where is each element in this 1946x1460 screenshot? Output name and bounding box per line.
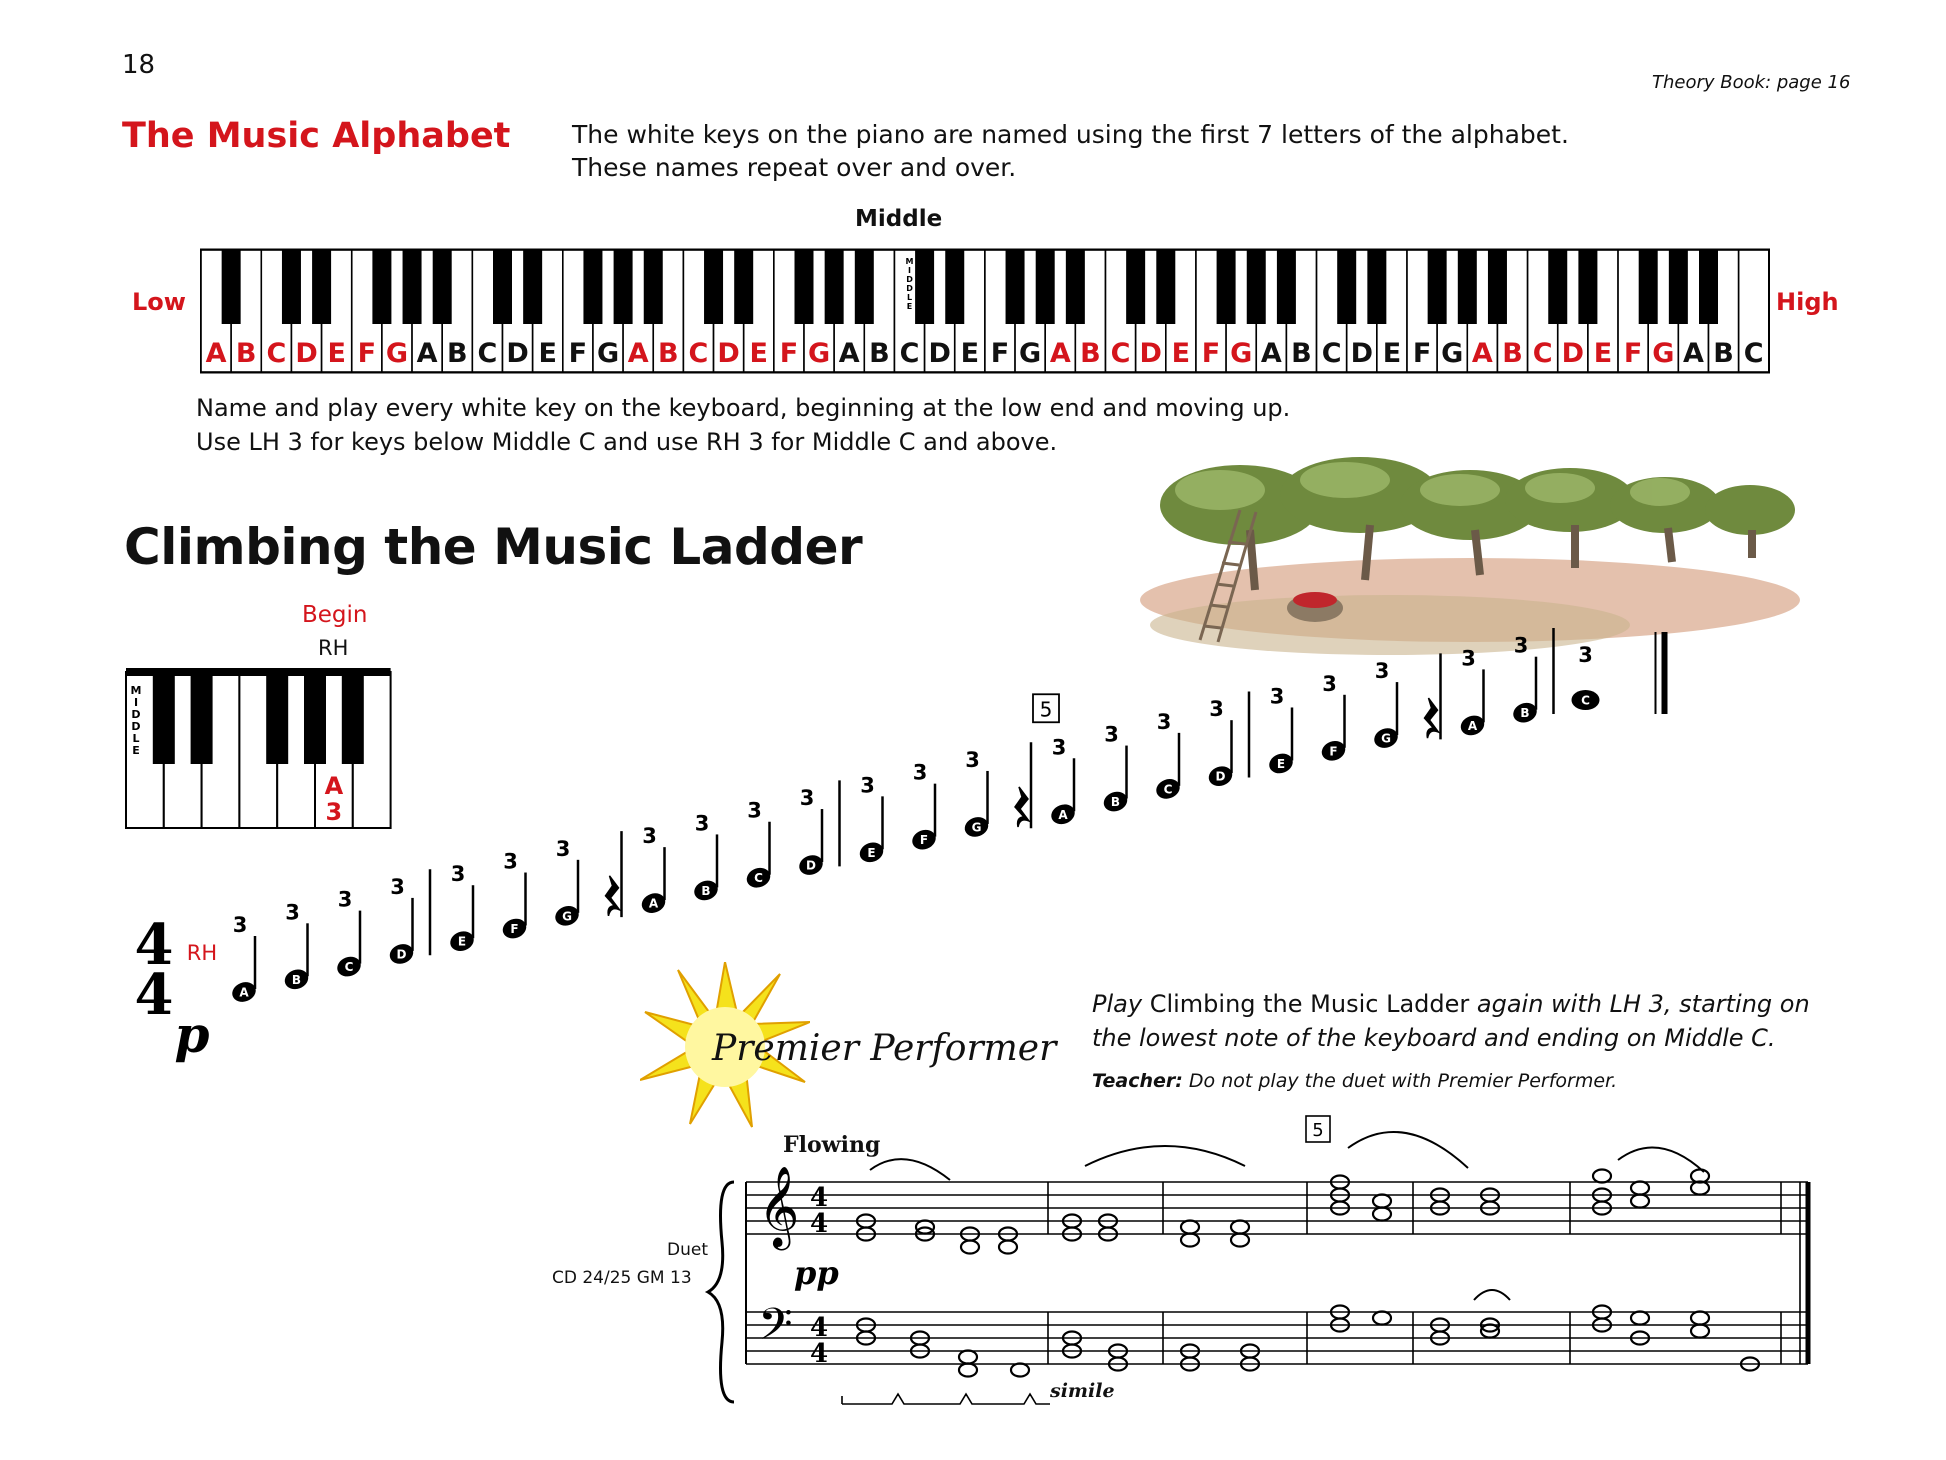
duet-note-head: [961, 1241, 979, 1254]
finger-number: 3: [1513, 633, 1529, 658]
begin-label: Begin: [302, 602, 368, 628]
note-letter: C: [754, 871, 763, 886]
note-letter: B: [1110, 795, 1121, 810]
mini-middle-letter: M: [130, 684, 142, 697]
note-letter: F: [1329, 744, 1338, 759]
keyboard-middle-label: Middle: [855, 206, 943, 232]
duet-note-head: [1231, 1221, 1249, 1234]
key-letter: G: [1019, 338, 1042, 369]
middle-key-letter: D: [906, 284, 913, 293]
duet-note-head: [1373, 1312, 1391, 1325]
middle-key-letter: M: [905, 257, 914, 266]
duet-note-head: [1181, 1221, 1199, 1234]
note-letter: E: [867, 845, 876, 860]
duet-note-head: [1631, 1182, 1649, 1195]
finger-number: 3: [642, 824, 657, 849]
simile-marking: simile: [1050, 1380, 1115, 1402]
key-letter: E: [749, 338, 769, 369]
note-letter: B: [1520, 706, 1530, 721]
key-letter: A: [838, 338, 860, 369]
premier-performer-badge: Premier Performer: [712, 1028, 1057, 1069]
key-letter: C: [1532, 338, 1553, 369]
key-letter: B: [658, 338, 679, 369]
note-letter: D: [1215, 769, 1226, 784]
finger-number: 3: [1374, 659, 1390, 684]
pp-instr-1-a: Play: [1092, 990, 1150, 1018]
finger-number: 3: [337, 887, 353, 912]
finger-number: 3: [503, 849, 518, 874]
duet-note-head: [1231, 1234, 1249, 1247]
slur: [1348, 1132, 1468, 1168]
pp-instr-1-c: again with LH 3, starting on: [1469, 990, 1810, 1018]
alphabet-intro-line-1: The white keys on the piano are named using the first 7 letters of the alphabet.: [572, 120, 1569, 149]
theory-book-reference: Theory Book: page 16: [1652, 72, 1851, 93]
note-letter: C: [344, 960, 354, 975]
key-letter: E: [1593, 338, 1613, 369]
key-letter: C: [477, 338, 498, 369]
note-letter: B: [701, 883, 711, 898]
finger-number: 3: [747, 798, 762, 823]
finger-number: 3: [450, 862, 466, 887]
key-letter: D: [506, 338, 529, 369]
note-letter: A: [648, 896, 659, 911]
measure-number: 5: [1039, 697, 1053, 722]
finger-number: 3: [965, 747, 980, 772]
note-letter: G: [971, 820, 982, 835]
duet-dynamic: pp: [794, 1254, 839, 1292]
key-letter: G: [1230, 338, 1253, 369]
key-letter: D: [295, 338, 318, 369]
treble-clef-icon: 𝄞: [758, 1165, 800, 1247]
mini-middle-letter: D: [131, 720, 141, 733]
duet-note-head: [999, 1241, 1017, 1254]
duet-note-head: [1181, 1234, 1199, 1247]
key-letter: F: [568, 338, 588, 369]
slur: [1085, 1146, 1245, 1166]
finger-number: 3: [799, 786, 815, 811]
middle-key-letter: D: [906, 275, 913, 284]
finger-number: 3: [1578, 643, 1593, 667]
middle-key-letter: L: [906, 293, 913, 302]
pp-instr-1-title: Climbing the Music Ladder: [1149, 990, 1470, 1018]
finger-number: 3: [555, 836, 571, 861]
keyboard-instruction-line-1: Name and play every white key on the keyboard, beginning at the low end and moving up.: [196, 394, 1291, 422]
teacher-text: Do not play the duet with Premier Performer.: [1182, 1070, 1618, 1092]
finger-number: 3: [1104, 722, 1119, 747]
key-letter: C: [688, 338, 709, 369]
key-letter: G: [1652, 338, 1675, 369]
key-letter: E: [1171, 338, 1191, 369]
key-letter: E: [327, 338, 346, 369]
duet-note-head: [959, 1351, 977, 1364]
key-letter: C: [899, 338, 920, 369]
duet-note-head: [959, 1364, 977, 1377]
finger-number: 3: [860, 773, 875, 798]
duet-note-head: [1631, 1312, 1649, 1325]
premier-performer-instruction-2: the lowest note of the keyboard and ending on Middle C.: [1092, 1024, 1776, 1052]
key-letter: F: [779, 338, 799, 369]
duet-label: Duet: [667, 1240, 708, 1260]
grand-staff-brace: [708, 1182, 734, 1402]
key-letter: B: [1291, 338, 1312, 369]
dynamic-marking: p: [174, 1005, 210, 1064]
key-letter: G: [596, 338, 620, 369]
key-letter: G: [1441, 338, 1464, 369]
key-letter: D: [928, 338, 951, 369]
key-letter: C: [1743, 338, 1764, 369]
finger-number: 3: [1461, 646, 1476, 671]
key-letter: F: [1201, 338, 1221, 369]
key-letter: F: [1412, 338, 1432, 369]
key-letter: A: [627, 338, 649, 369]
note-letter: A: [239, 985, 249, 1000]
finger-number: 3: [1051, 735, 1067, 760]
key-letter: A: [1682, 338, 1704, 369]
key-letter: B: [1080, 338, 1101, 369]
finger-number: 3: [1209, 697, 1224, 722]
slur: [870, 1159, 950, 1180]
keyboard-low-label: Low: [132, 288, 186, 316]
duet-note-head: [1631, 1195, 1649, 1208]
keyboard-high-label: High: [1776, 288, 1839, 316]
note-letter: A: [1058, 807, 1068, 822]
key-letter: C: [1321, 338, 1342, 369]
finger-number: 3: [390, 874, 405, 899]
duet-measure-number: 5: [1312, 1120, 1324, 1141]
pedal-bracket: [842, 1394, 1050, 1404]
key-letter: G: [807, 338, 831, 369]
middle-key-letter: E: [906, 302, 913, 311]
key-letter: B: [235, 338, 257, 369]
bass-clef-icon: 𝄢: [758, 1298, 793, 1361]
slur: [1618, 1148, 1704, 1173]
finger-number: 3: [232, 913, 248, 937]
note-letter: F: [510, 922, 519, 937]
key-letter: D: [1561, 338, 1585, 369]
key-letter: F: [1623, 338, 1643, 369]
ladder-title: Climbing the Music Ladder: [124, 518, 863, 576]
key-letter: D: [717, 338, 740, 369]
duet-note-head: [1373, 1195, 1391, 1208]
tempo-marking: Flowing: [783, 1132, 881, 1158]
key-letter: A: [416, 338, 438, 369]
duet-time-top-bass: 4: [810, 1313, 829, 1343]
finger-number: 3: [1269, 684, 1285, 709]
note-letter: B: [291, 972, 302, 987]
teacher-label: Teacher:: [1092, 1070, 1183, 1092]
duet-note-head: [1011, 1364, 1029, 1377]
cd-track-label: CD 24/25 GM 13: [552, 1268, 692, 1288]
key-letter: C: [266, 338, 287, 369]
duet-note-head: [1593, 1170, 1611, 1183]
note-letter: C: [1581, 693, 1590, 708]
finger-number: 3: [912, 760, 928, 785]
note-letter: E: [457, 934, 467, 949]
key-letter: A: [1471, 338, 1493, 369]
note-letter: F: [919, 833, 929, 848]
mini-middle-letter: L: [132, 732, 140, 745]
duet-note-head: [1691, 1312, 1709, 1325]
note-letter: G: [562, 909, 572, 924]
key-letter: A: [205, 338, 227, 369]
key-letter: B: [869, 338, 890, 369]
middle-key-letter: I: [908, 266, 912, 275]
duet-note-head: [1691, 1325, 1709, 1338]
duet-time-bottom-bass: 4: [810, 1339, 829, 1369]
key-letter: E: [960, 338, 980, 369]
key-letter: A: [1260, 338, 1282, 369]
page-number: 18: [122, 50, 156, 80]
time-signature-bottom: 4: [134, 962, 174, 1028]
begin-finger-number: 3: [325, 798, 343, 826]
key-letter: B: [446, 338, 468, 369]
rh-label: RH: [186, 941, 218, 965]
key-letter: D: [1350, 338, 1373, 369]
note-letter: E: [1276, 756, 1286, 771]
key-letter: E: [538, 338, 557, 369]
key-letter: G: [385, 338, 409, 369]
finger-number: 3: [694, 811, 710, 836]
begin-key-letter: A: [324, 772, 344, 800]
slur: [1474, 1290, 1510, 1300]
key-letter: A: [1049, 338, 1071, 369]
music-alphabet-heading: The Music Alphabet: [122, 116, 511, 156]
finger-number: 3: [285, 900, 300, 925]
key-letter: F: [357, 338, 377, 369]
alphabet-intro-line-2: These names repeat over and over.: [572, 153, 1017, 182]
note-letter: D: [806, 858, 816, 873]
finger-number: 3: [1322, 671, 1337, 696]
key-letter: C: [1110, 338, 1131, 369]
duet-time-bottom: 4: [810, 1209, 829, 1239]
key-letter: D: [1139, 338, 1162, 369]
mini-middle-letter: D: [131, 708, 141, 721]
duet-note-head: [1373, 1208, 1391, 1221]
note-letter: C: [1163, 782, 1173, 797]
keyboard-instruction-line-2: Use LH 3 for keys below Middle C and use RH 3 for Middle C and above.: [196, 428, 1058, 456]
key-letter: B: [1713, 338, 1734, 369]
finger-number: 3: [1156, 709, 1172, 734]
time-signature-top: 4: [134, 912, 174, 978]
key-letter: E: [1382, 338, 1402, 369]
duet-time-top: 4: [810, 1183, 829, 1213]
mini-middle-letter: I: [133, 696, 139, 709]
begin-hand-label: RH: [318, 636, 349, 660]
mini-middle-letter: E: [132, 744, 140, 757]
key-letter: B: [1502, 338, 1523, 369]
key-letter: F: [990, 338, 1010, 369]
note-letter: A: [1467, 718, 1478, 733]
note-letter: G: [1381, 731, 1391, 746]
note-letter: D: [396, 947, 407, 962]
